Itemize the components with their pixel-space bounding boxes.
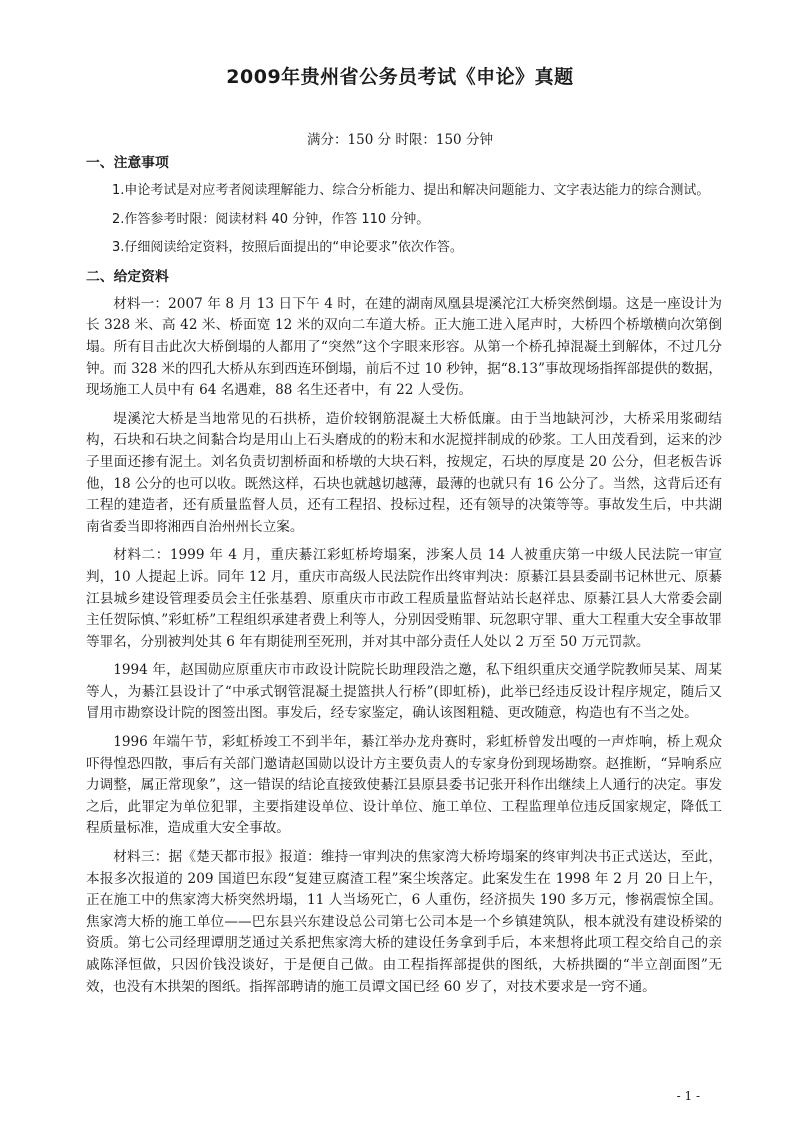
page-title: 2009年贵州省公务员考试《申论》真题 <box>226 66 574 88</box>
section-heading-notice: 一、注意事项 <box>86 155 169 171</box>
notice-item: 1.申论考试是对应考者阅读理解能力、综合分析能力、提出和解决问题能力、文字表达能力的综合测试。 <box>112 183 710 198</box>
material-paragraph: 1994 年，赵国勋应原重庆市市政设计院院长助理段浩之邀，私下组织重庆交通学院教师吴某、周某等人，为綦江县设计了“中承式钢管混凝土提篮拱人行桥”(即虹桥)，此举已经违反设计程序规定，随后又冒用市勘察设计院的图签出图。事发后，经专家鉴定，确认该图粗糙、更改随意，构造也有不当之处。 <box>86 662 722 722</box>
section-heading-materials: 二、给定资料 <box>86 268 169 285</box>
exam-meta: 满分：150 分 时限：150 分钟 <box>307 132 493 148</box>
notice-item: 3.仔细阅读给定资料，按照后面提出的“申论要求”依次作答。 <box>112 240 463 256</box>
material-paragraph: 材料三：据《楚天都市报》报道：维持一审判决的焦家湾大桥垮塌案的终审判决书正式送达，至此，本报多次报道的 209 国道巴东段“复建豆腐渣工程”案尘埃落定。此案发生在 1998 年 2 月 20 日上午，正在施工中的焦家湾大桥突然坍塌，11 人当场死亡，6 人重伤，经济损失 190 多万元，惨祸震惊全国。焦家湾大桥的施工单位——巴东县兴东建设总公司第七公司本是一个乡镇建筑队，根本就没有建设桥梁的资质。第七公司经理谭朋芝通过关系把焦家湾大桥的建设任务拿到手后，本来想将此项工程交给自己的亲戚陈泽恒做，只因价钱没谈好，于是便自己做。由工程指挥部提供的图纸，大桥拱圈的“半立剖面图”无效，也没有木拱架的图纸。指挥部聘请的施工员谭文国已经 60 岁了，对技术要求是一窍不通。 <box>86 849 722 995</box>
document-body <box>86 152 722 1005</box>
material-paragraph: 材料二：1999 年 4 月，重庆綦江彩虹桥垮塌案，涉案人员 14 人被重庆第一中级人民法院一审宣判，10 人提起上诉。同年 12 月，重庆市高级人民法院作出终审判决：原綦江县县委副书记林世元、原綦江县城乡建设管理委员会主任张基碧、原重庆市市政工程质量监督站站长赵祥忠、原綦江县人大常委会副主任贺际慎、”彩虹桥”工程组织承建者费上利等人，分别因受贿罪、玩忽职守罪、重大工程重大安全事故罪等罪名，分别被判处其 6 年有期徒刑至死刑，并对其中部分责任人处以 2 万至 50 万元罚款。 <box>86 547 722 650</box>
material-paragraph: 堤溪沱大桥是当地常见的石拱桥，造价较钢筋混凝土大桥低廉。由于当地缺河沙，大桥采用浆砌结构，石块和石块之间黏合均是用山上石头磨成的的粉末和水泥搅拌制成的砂浆。工人田茂看到，运来的沙子里面还掺有泥土。刘名负责切割桥面和桥墩的大块石料，按规定，石块的厚度是 20 公分，但老板告诉他，18 公分的也可以收。既然这样，石块也就越切越薄，最薄的也就只有 16 公分了。当然，这背后还有工程的建造者，还有质量监督人员，还有工程招、投标过程，还有领导的决策等等。事故发生后，中共湖南省委当即将湘西自治州州长立案。 <box>86 410 722 535</box>
page-number: - 1 - <box>676 1089 700 1103</box>
notice-item: 2.作答参考时限：阅读材料 40 分钟，作答 110 分钟。 <box>112 211 430 227</box>
material-paragraph: 1996 年端午节，彩虹桥竣工不到半年，綦江举办龙舟赛时，彩虹桥曾发出嘎的一声炸响，桥上观众吓得惶恐四散，事后有关部门邀请赵国勋以设计方主要负责人的专家身份到现场勘察。赵推断，“异响系应力调整，属正常现象”，这一错误的结论直接致使綦江县原县委书记张开科作出继续上人通行的决定。事发之后，此罪定为单位犯罪，主要指建设单位、设计单位、施工单位、工程监理单位违反国家规定，降低工程质量标准，造成重大安全事故。 <box>86 734 722 837</box>
material-paragraph: 材料一：2007 年 8 月 13 日下午 4 时，在建的湖南凤凰县堤溪沱江大桥突然倒塌。这是一座设计为长 328 米、高 42 米、桥面宽 12 米的双向二车道大桥。正大施工进入尾声时，大桥四个桥墩横向次第倒塌。所有目击此次大桥倒塌的人都用了“突然”这个字眼来形容。从第一个桥孔掉混凝土到解体，不过几分钟。而 328 米的四孔大桥从东到西连环倒塌，前后不过 10 秒钟，据“8.13”事故现场指挥部提供的数据，现场施工人员中有 64 名遇难，88 名生还者中，有 22 人受伤。 <box>86 295 722 399</box>
